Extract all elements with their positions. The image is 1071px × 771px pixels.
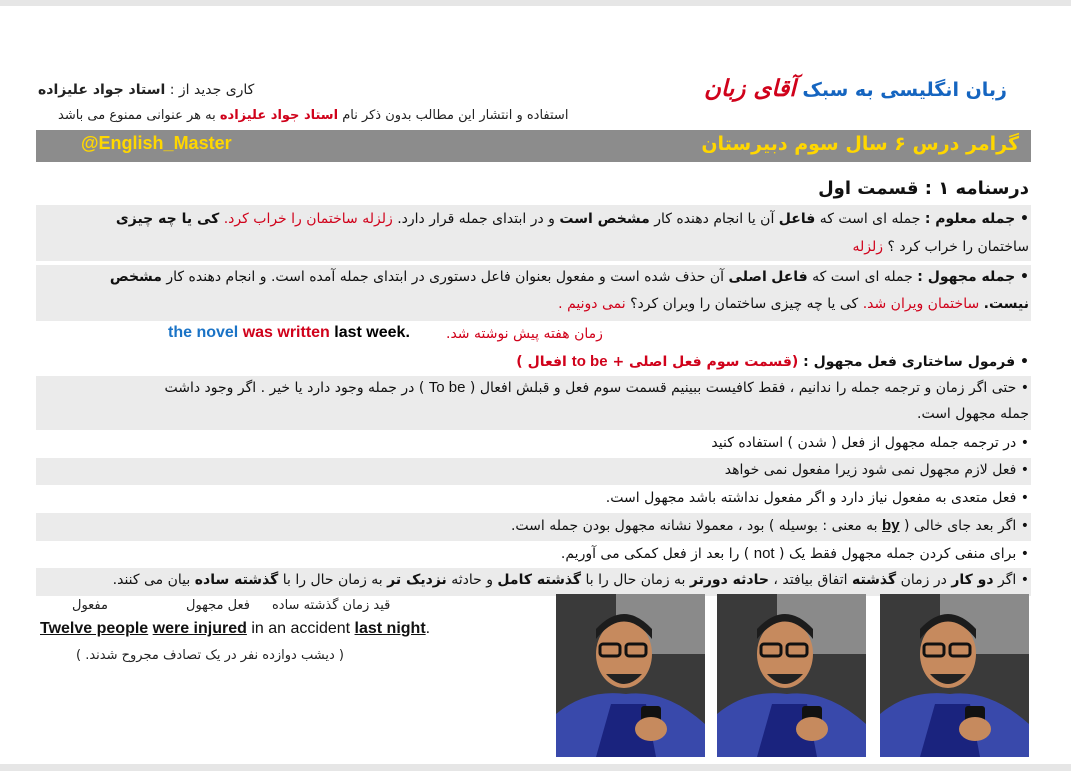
copyright-notice [58,108,568,123]
copyright-author: استاد جواد علیزاده [219,108,339,123]
note-7-text-c: در زمان [900,572,947,588]
note-3-text: فعل لازم مجهول نمی شود زیرا مفعول نمی خواهد [724,462,1017,478]
passive-question: کی یا چه چیزی ساختمان را ویران کرد؟ [630,296,859,312]
active-text-3: و در ابتدای جمله قرار دارد. [397,211,555,227]
note-3: • فعل لازم مجهول نمی شود زیرا مفعول نمی خواهد [724,462,1029,478]
active-answer: زلزله [852,239,884,255]
passive-definition-line1: • جمله مجهول : جمله ای است که فاعل اصلی آن حذف شده است و مفعول بعنوان فاعل دستوری در ابتدای جمله آمده است. و انجام دهنده کار مشخص [109,269,1029,285]
note-4: • فعل متعدی به مفعول نیاز دارد و اگر مفعول نداشته باشد مجهول است. [605,490,1029,506]
example-subject: the novel [168,324,239,341]
formula-label: فرمول ساختاری فعل مجهول : [803,354,1016,370]
note-7-text-h: بیان می کنند. [112,572,191,588]
brand-name: آقای زبان [703,76,796,102]
note-5-text-b: به معنی : بوسیله ) بود ، معمولا نشانه مجهول بودن جمله است. [510,518,878,534]
channel-handle: @English_Master [81,133,232,153]
document-page [0,6,1071,764]
passive-bold-subject: فاعل [771,269,808,285]
example-2-translation: ( دیشب دوازده نفر در یک تصادف مجروح شدند. ) [76,648,344,663]
example-2-time-adverb: last night [354,620,426,637]
passive-bold-main: اصلی [728,269,767,285]
active-text-2: آن یا انجام دهنده کار [654,211,775,227]
example-2-object: Twelve people [40,620,149,637]
teacher-photo-3-illustration [880,594,1029,757]
credit-prefix: کاری جدید از : [169,82,255,98]
brand-title [704,76,1007,102]
label-object: مفعول [72,598,108,613]
note-7-bold-6: گذشته ساده [194,572,279,588]
label-passive-verb: فعل مجهول [186,598,250,613]
note-2: • در ترجمه جمله مجهول از فعل ( شدن ) استفاده کنید [711,435,1029,451]
copyright-text-2: به هر عنوانی ممنوع می باشد [58,108,216,123]
passive-answer: نمی دونیم . [558,296,626,312]
credit-line [38,82,254,98]
active-question-rest: ساختمان را خراب کرد ؟ [887,239,1029,255]
note-7-text-g: به زمان حال را با [282,572,383,588]
lesson-title: درسنامه ۱ : قسمت اول [818,178,1029,199]
banner-title: گرامر درس ۶ سال سوم دبیرستان [701,133,1019,155]
note-7-text-f: و حادثه [451,572,493,588]
note-5-text-a: اگر بعد جای خالی ( [904,518,1017,534]
passive-formula: • فرمول ساختاری فعل مجهول : (قسمت سوم فعل اصلی + to be افعال ) [516,353,1029,370]
passive-example: ساختمان ویران شد. [862,296,980,312]
label-time-adverb: قید زمان گذشته ساده [272,598,391,613]
teacher-photo-2 [717,594,866,757]
note-5: • اگر بعد جای خالی ( by به معنی : بوسیله ) بود ، معمولا نشانه مجهول بودن جمله است. [510,517,1029,534]
passive-label: جمله مجهول : [917,269,1016,285]
brand-prefix: زبان انگلیسی به سبک [802,79,1007,101]
note-1-text-b: ) در جمله وجود دارد یا خیر . اگر وجود داشت [164,380,425,396]
note-7-text-e: به زمان حال را با [585,572,686,588]
note-7-text-a: اگر [998,572,1017,588]
example-2-passive-verb: were injured [152,620,247,637]
teacher-photo-3 [880,594,1029,757]
passive-bold-known: مشخص [109,269,162,285]
note-5-by: by [882,517,900,534]
formula-part-1: (قسمت سوم فعل اصلی + [612,354,799,370]
formula-part-2: افعال ) [516,354,567,370]
passive-text-2: آن حذف شده است و مفعول بعنوان فاعل دستوری در ابتدای جمله آمده است. و انجام دهنده کار [166,269,725,285]
example-2-period: . [425,620,431,637]
note-1-text-a: حتی اگر زمان و ترجمه جمله را ندانیم ، فقط کافیست ببینیم قسمت سوم فعل و قبلش افعال ( [469,380,1017,396]
note-7-bold-5: نزدیک تر [387,572,447,588]
note-7-bold-4: گذشته کامل [497,572,582,588]
teacher-photo-1-illustration [556,594,705,757]
note-6-text-a: برای منفی کردن جمله مجهول فقط یک ( [779,546,1017,562]
note-2-text: در ترجمه جمله مجهول از فعل ( شدن ) استفاده کنید [711,435,1017,451]
teacher-photo-2-illustration [717,594,866,757]
note-7-bold-3: حادثه دورتر [689,572,769,588]
title-banner [36,130,1031,162]
passive-bold-isnot: نیست. [983,296,1029,312]
note-6: • برای منفی کردن جمله مجهول فقط یک ( not ) را بعد از فعل کمکی می آوریم. [560,545,1029,562]
active-question: کی یا چه چیزی [115,211,220,227]
teacher-photo-1 [556,594,705,757]
note-1-line2: جمله مجهول است. [917,406,1029,422]
active-bold-subject: فاعل [778,211,816,227]
note-1-tobe: To be [428,379,466,396]
passive-definition-line2 [558,296,1029,312]
active-definition-line1: • جمله معلوم : جمله ای است که فاعل آن یا انجام دهنده کار مشخص است و در ابتدای جمله قرار دارد. زلزله ساختمان را خراب کرد. کی یا چه چیزی [115,211,1029,227]
note-7-bold-1: دو کار [951,572,994,588]
english-example-translation: زمان هفته پیش نوشته شد. [446,326,603,342]
active-bold-known: مشخص است [559,211,650,227]
example-2-middle: in an accident [251,620,351,637]
active-text-1: جمله ای است که [819,211,921,227]
example-time: last week. [334,324,410,341]
credit-author: استاد جواد علیزاده [38,82,166,98]
note-6-not: not [753,545,775,562]
note-7-text-d: اتفاق بیافتد ، [773,572,848,588]
note-7-bold-2: گذشته [851,572,897,588]
note-4-text: فعل متعدی به مفعول نیاز دارد و اگر مفعول نداشته باشد مجهول است. [605,490,1017,506]
copyright-text-1: استفاده و انتشار این مطالب بدون ذکر نام [342,108,569,123]
note-6-text-b: ) را بعد از فعل کمکی می آوریم. [560,546,750,562]
passive-text-1: جمله ای است که [812,269,913,285]
formula-tobe: to be [571,353,608,370]
active-definition-line2 [853,239,1029,255]
active-example: زلزله ساختمان را خراب کرد. [223,211,393,227]
example-passive-verb: was written [242,324,330,341]
note-7: • اگر دو کار در زمان گذشته اتفاق بیافتد ، حادثه دورتر به زمان حال را با گذشته کامل و حادثه نزدیک تر به زمان حال را با گذشته ساده بیان می کنند. [112,572,1029,588]
english-example-sentence [168,324,410,342]
active-label: جمله معلوم : [924,211,1016,227]
note-1-line1: • حتی اگر زمان و ترجمه جمله را ندانیم ، فقط کافیست ببینیم قسمت سوم فعل و قبلش افعال ( To be ) در جمله وجود دارد یا خیر . اگر وجود داشت [164,379,1029,396]
example-2-sentence [40,620,430,638]
